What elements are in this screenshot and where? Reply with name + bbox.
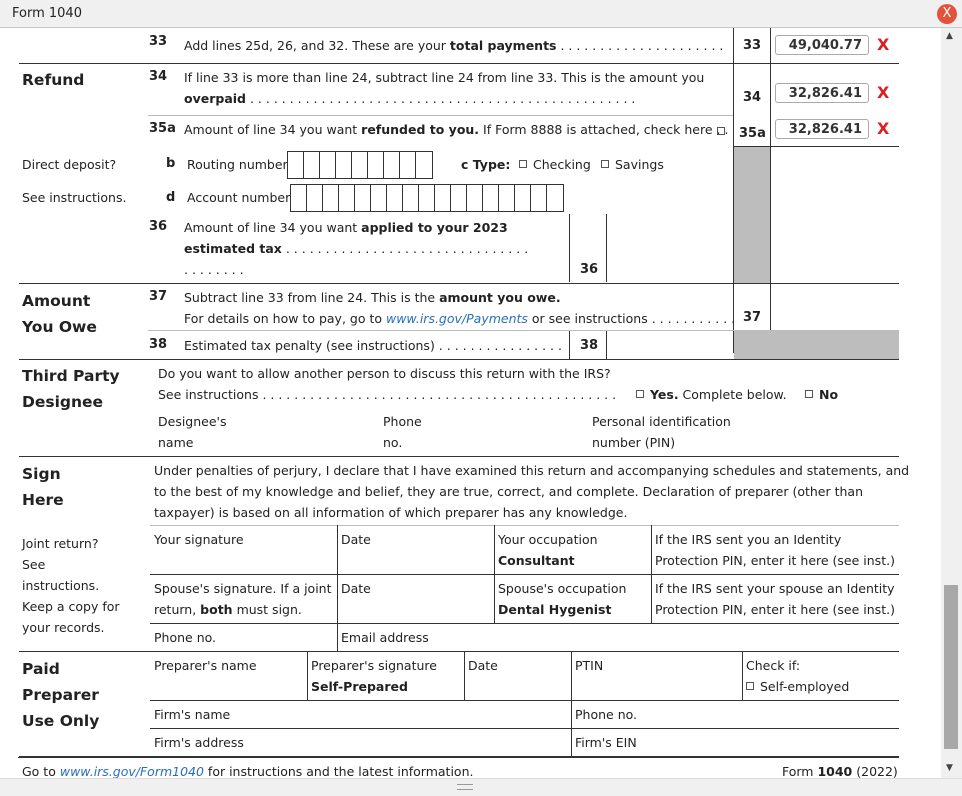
line-34-box-label: 34 [743, 90, 762, 105]
clear-line-34-icon[interactable]: X [877, 83, 890, 102]
no-checkbox[interactable] [805, 390, 813, 398]
overpaid-field[interactable]: 32,826.41 [775, 83, 869, 103]
divider [148, 115, 733, 116]
firm-address-label: Firm's address [154, 735, 244, 750]
divider [150, 700, 899, 701]
ptin-label: PTIN [575, 658, 604, 673]
ip-pin-label-2: Protection PIN, enter it here (see inst.) [655, 553, 895, 568]
line-34-number: 34 [149, 69, 168, 84]
irs-payments-link[interactable]: www.irs.gov/Payments [385, 311, 528, 326]
designee-phone-label: Phone [383, 414, 422, 429]
joint-return-note-5: your records. [22, 620, 105, 635]
account-type-label: c Type: [461, 157, 511, 172]
divider [150, 574, 899, 575]
line-35a-number: 35a [149, 121, 176, 136]
self-employed-checkbox[interactable] [746, 682, 754, 690]
line-33-text: Add lines 25d, 26, and 32. These are your total payments . . . . . . . . . . . . . . . . . . . . . [184, 38, 724, 53]
line-38-box-label: 38 [580, 338, 599, 353]
yes-checkbox[interactable] [636, 390, 644, 398]
perjury-text-3: taxpayer) is based on all information of which preparer has any knowledge. [154, 505, 628, 520]
spouse-occupation-value[interactable]: Dental Hygenist [498, 602, 612, 617]
perjury-text-2: to the best of my knowledge and belief, they are true, correct, and complete. Declaration of preparer (other than [154, 484, 863, 499]
designee-no-option[interactable]: No [805, 387, 838, 402]
checking-checkbox[interactable] [519, 160, 527, 168]
irs-form1040-link[interactable]: www.irs.gov/Form1040 [59, 764, 204, 778]
line-33-number: 33 [149, 34, 168, 49]
line-37-box-label: 37 [743, 310, 762, 325]
joint-return-note-2: See [22, 557, 46, 572]
resize-grip-icon[interactable] [457, 784, 473, 790]
spouse-signature-label: Spouse's signature. If a joint [154, 581, 332, 596]
line-37-text: Subtract line 33 from line 24. This is the amount you owe. [184, 290, 561, 305]
joint-return-note-3: instructions. [22, 578, 100, 593]
your-occupation-label: Your occupation [498, 532, 598, 547]
left-edge [18, 28, 19, 757]
line-37-number: 37 [149, 289, 168, 304]
scrollbar-thumb[interactable] [944, 585, 958, 749]
firm-name-label: Firm's name [154, 707, 231, 722]
divider [606, 331, 607, 359]
spouse-occupation-label: Spouse's occupation [498, 581, 627, 596]
direct-deposit-label: Direct deposit? [22, 157, 117, 172]
paid-preparer-heading-1: Paid [22, 660, 60, 678]
divider [150, 728, 899, 729]
routing-number-label: Routing number [187, 157, 288, 172]
third-party-instructions: See instructions . . . . . . . . . . . . . . . . . . . . . . . . . . . . . . . . . . . . . . . . . . . . . [158, 387, 617, 402]
clear-line-35a-icon[interactable]: X [877, 119, 890, 138]
designee-name-label: Designee's [158, 414, 227, 429]
total-payments-field[interactable]: 49,040.77 [775, 35, 869, 55]
see-instructions-label: See instructions. [22, 190, 127, 205]
sign-heading-2: Here [22, 491, 64, 509]
close-button[interactable]: X [937, 4, 957, 24]
divider [18, 651, 899, 652]
divider [307, 651, 308, 700]
savings-option[interactable]: Savings [601, 157, 664, 172]
divider [150, 623, 899, 624]
shaded-cell [734, 331, 899, 359]
account-number-label: Account number [187, 190, 291, 205]
sign-heading-1: Sign [22, 465, 61, 483]
line-36-text: Amount of line 34 you want applied to your 2023 [184, 220, 508, 235]
spouse-date-label: Date [341, 581, 371, 596]
preparer-signature-label: Preparer's signature [311, 658, 437, 673]
self-employed-option[interactable]: Self-employed [746, 679, 849, 694]
checking-option[interactable]: Checking [519, 157, 591, 172]
divider [569, 331, 570, 359]
joint-return-note: Joint return? [22, 536, 99, 551]
divider [742, 651, 743, 700]
bottom-resize-bar[interactable] [0, 778, 962, 796]
title-bar [0, 0, 962, 28]
divider [770, 28, 771, 353]
joint-return-note-4: Keep a copy for [22, 599, 120, 614]
paid-preparer-heading-2: Preparer [22, 686, 99, 704]
line-36-box-label: 36 [580, 262, 599, 277]
line-33-box-label: 33 [743, 38, 762, 53]
divider [606, 214, 607, 282]
divider [150, 525, 899, 526]
divider [571, 651, 572, 756]
paid-preparer-heading-3: Use Only [22, 712, 100, 730]
form-footer-label: Form 1040 (2022) [782, 764, 898, 778]
divider [18, 283, 899, 284]
divider [569, 214, 570, 282]
third-party-heading-2: Designee [22, 393, 104, 411]
scroll-up-icon[interactable]: ▲ [946, 31, 953, 41]
line-36-number: 36 [149, 219, 168, 234]
designee-name-label-2: name [158, 435, 194, 450]
footer-text: Go to www.irs.gov/Form1040 for instructions and the latest information. [22, 764, 474, 778]
preparer-name-label: Preparer's name [154, 658, 257, 673]
line-34-text: If line 33 is more than line 24, subtract line 24 from line 33. This is the amount you [184, 70, 705, 85]
divider [18, 756, 899, 758]
firm-ein-label: Firm's EIN [575, 735, 637, 750]
divider [464, 651, 465, 700]
refund-heading: Refund [22, 71, 85, 89]
spouse-ip-pin-label: If the IRS sent your spouse an Identity [655, 581, 895, 596]
your-signature-label: Your signature [154, 532, 244, 547]
divider [18, 359, 899, 360]
divider [337, 623, 338, 651]
spouse-ip-pin-label-2: Protection PIN, enter it here (see inst.) [655, 602, 895, 617]
preparer-signature-value[interactable]: Self-Prepared [311, 679, 408, 694]
form-content [0, 28, 941, 778]
clear-line-33-icon[interactable]: X [877, 35, 890, 54]
preparer-date-label: Date [468, 658, 498, 673]
scroll-down-icon[interactable]: ▼ [946, 763, 953, 773]
line-35a-box-label: 35a [739, 126, 766, 141]
third-party-heading-1: Third Party [22, 367, 120, 385]
refund-amount-field[interactable]: 32,826.41 [775, 119, 869, 139]
check-if-label: Check if: [746, 658, 801, 673]
form-8888-checkbox[interactable] [717, 127, 725, 135]
window-title: Form 1040 [12, 6, 82, 21]
your-date-label: Date [341, 532, 371, 547]
firm-phone-label: Phone no. [575, 707, 638, 722]
designee-pin-label: Personal identification [592, 414, 731, 429]
line-37-text2: For details on how to pay, go to www.irs.gov/Payments or see instructions . . . . . . . . . . . [184, 311, 736, 326]
divider [18, 456, 899, 457]
designee-phone-label-2: no. [383, 435, 403, 450]
email-label: Email address [341, 630, 429, 645]
line-36-text2: estimated tax . . . . . . . . . . . . . . . . . . . . . . . . . . . . . . . [184, 241, 529, 256]
line-34-text2: overpaid . . . . . . . . . . . . . . . . . . . . . . . . . . . . . . . . . . . . . . . . . . . . . . . . . [184, 91, 636, 106]
amount-you-owe-heading-2: You Owe [22, 318, 97, 336]
designee-pin-label-2: number (PIN) [592, 435, 676, 450]
line-38-text: Estimated tax penalty (see instructions) . . . . . . . . . . . . . . . . [184, 338, 562, 353]
line-35a-text: Amount of line 34 you want refunded to you. If Form 8888 is attached, check here . . [184, 122, 729, 137]
perjury-text-1: Under penalties of perjury, I declare that I have examined this return and accompanying schedules and statements, and [154, 463, 910, 478]
line-38-number: 38 [149, 337, 168, 352]
amount-you-owe-heading-1: Amount [22, 292, 91, 310]
divider [18, 63, 899, 64]
phone-label: Phone no. [154, 630, 217, 645]
shaded-cell [734, 147, 770, 284]
routing-number-input[interactable] [287, 151, 433, 179]
savings-checkbox[interactable] [601, 160, 609, 168]
ip-pin-label: If the IRS sent you an Identity [655, 532, 842, 547]
line-b-letter: b [166, 156, 176, 171]
designee-yes-option[interactable]: Yes. Complete below. [636, 387, 787, 402]
account-number-input[interactable] [290, 184, 564, 212]
line-36-dots: . . . . . . . . [184, 262, 244, 277]
line-d-letter: d [166, 190, 176, 205]
your-occupation-value[interactable]: Consultant [498, 553, 575, 568]
third-party-question: Do you want to allow another person to discuss this return with the IRS? [158, 366, 611, 381]
spouse-signature-label-2: return, both must sign. [154, 602, 302, 617]
